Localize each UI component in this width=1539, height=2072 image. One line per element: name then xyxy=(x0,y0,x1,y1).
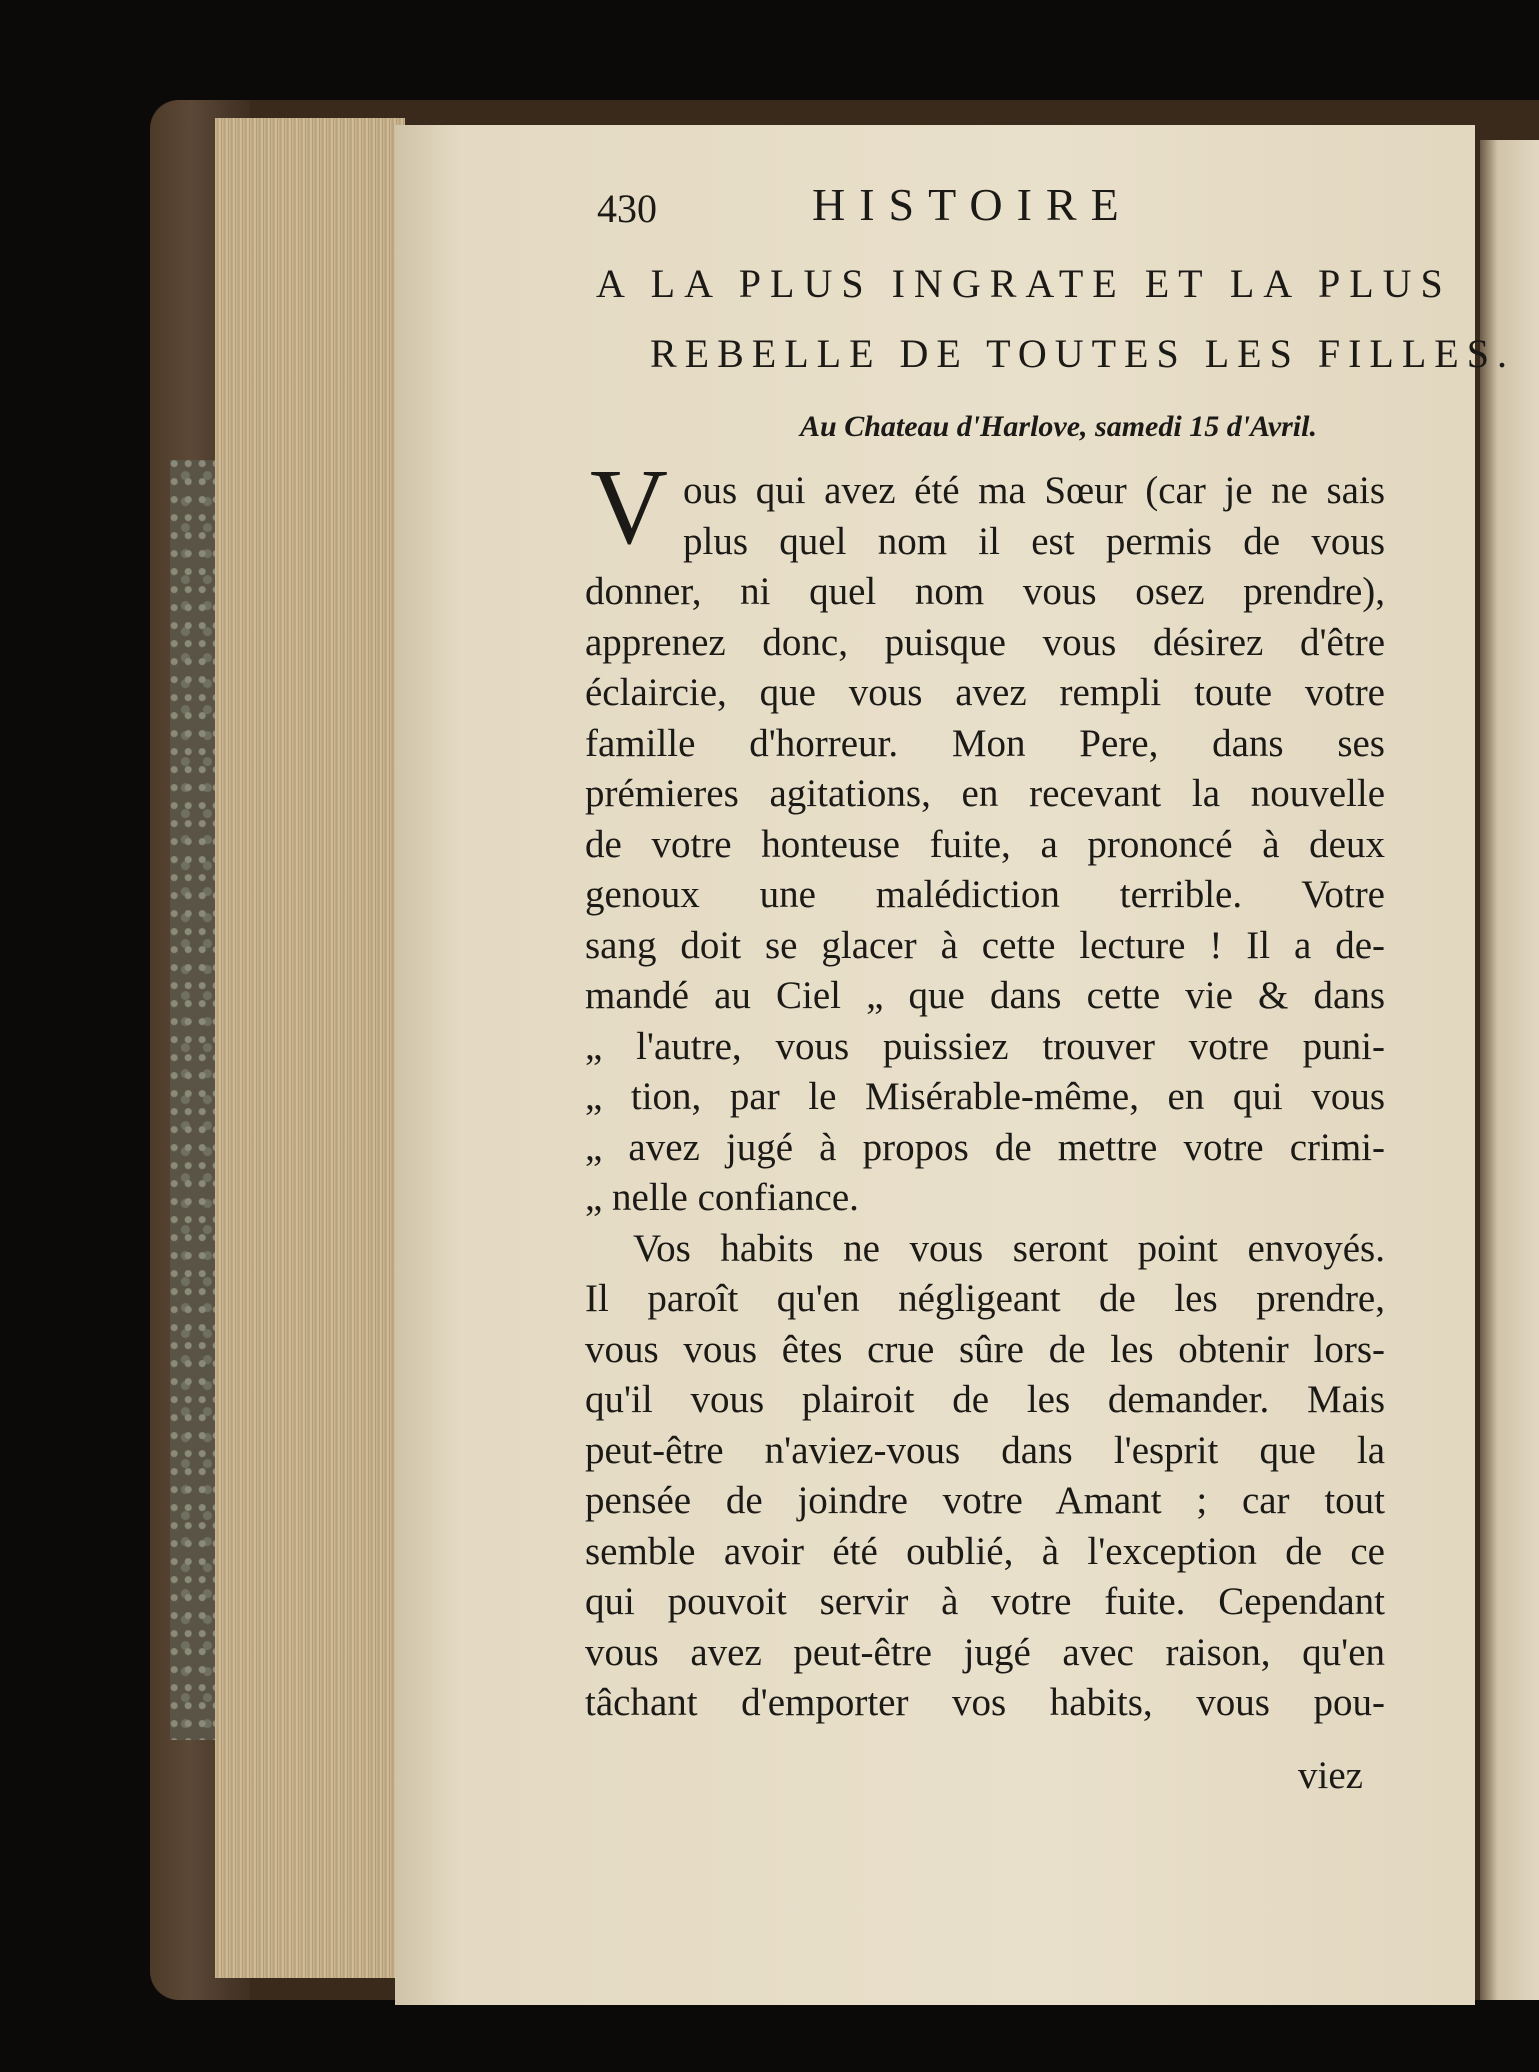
body-line: Vos habits ne vous seront point envoyés. xyxy=(633,1226,1385,1270)
body-line: vous avez peut-être jugé avec raison, qu'en xyxy=(585,1630,1385,1674)
body-line: sang doit se glacer à cette lecture ! Il a de- xyxy=(585,923,1385,967)
body-line: tâchant d'emporter vos habits, vous pou- xyxy=(585,1681,1385,1724)
body-line: genoux une malédiction terrible. Votre xyxy=(585,873,1385,916)
body-line: apprenez donc, puisque vous désirez d'être xyxy=(585,620,1385,664)
body-line: „ l'autre, vous puissiez trouver votre puni- xyxy=(585,1024,1385,1068)
body-line: prémieres agitations, en recevant la nouvelle xyxy=(585,772,1385,815)
body-line: „ avez jugé à propos de mettre votre crimi- xyxy=(585,1125,1385,1169)
body-line: semble avoir été oublié, à l'exception de ce xyxy=(585,1529,1385,1573)
body-line: ous qui avez été ma Sœur (car je ne sais xyxy=(683,469,1385,512)
letter-dateline: Au Chateau d'Harlove, samedi 15 d'Avril. xyxy=(800,410,1317,443)
letter-heading-line-2: REBELLE DE TOUTES LES FILLES. xyxy=(650,331,1515,376)
body-line: plus quel nom il est permis de vous xyxy=(683,519,1385,563)
body-line: „ nelle confiance. xyxy=(585,1176,859,1219)
letter-body xyxy=(585,466,1385,1729)
page-number: 430 xyxy=(597,186,657,231)
running-title: HISTOIRE xyxy=(812,179,1133,230)
facing-page-edge xyxy=(1480,140,1539,2000)
drop-cap: V xyxy=(590,448,668,567)
body-line: Il paroît qu'en négligeant de les prendre, xyxy=(585,1277,1385,1320)
body-line: famille d'horreur. Mon Pere, dans ses xyxy=(585,721,1385,765)
body-line: qui pouvoit servir à votre fuite. Cependant xyxy=(585,1580,1385,1623)
body-line: qu'il vous plairoit de les demander. Mais xyxy=(585,1378,1385,1421)
body-line: de votre honteuse fuite, a prononcé à deux xyxy=(585,822,1385,866)
body-line: peut-être n'aviez-vous dans l'esprit que la xyxy=(585,1428,1385,1472)
letter-heading-line-1: A LA PLUS INGRATE ET LA PLUS xyxy=(596,261,1452,306)
body-line: mandé au Ciel „ que dans cette vie & dans xyxy=(585,974,1385,1017)
catchword: viez xyxy=(1298,1754,1363,1797)
body-line: vous vous êtes crue sûre de les obtenir lors- xyxy=(585,1327,1385,1371)
body-line: pensée de joindre votre Amant ; car tout xyxy=(585,1479,1385,1522)
page-edges xyxy=(215,118,405,1978)
body-line: „ tion, par le Misérable-même, en qui vous xyxy=(585,1075,1385,1118)
body-line: éclaircie, que vous avez rempli toute votre xyxy=(585,671,1385,714)
body-line: donner, ni quel nom vous osez prendre), xyxy=(585,570,1385,613)
